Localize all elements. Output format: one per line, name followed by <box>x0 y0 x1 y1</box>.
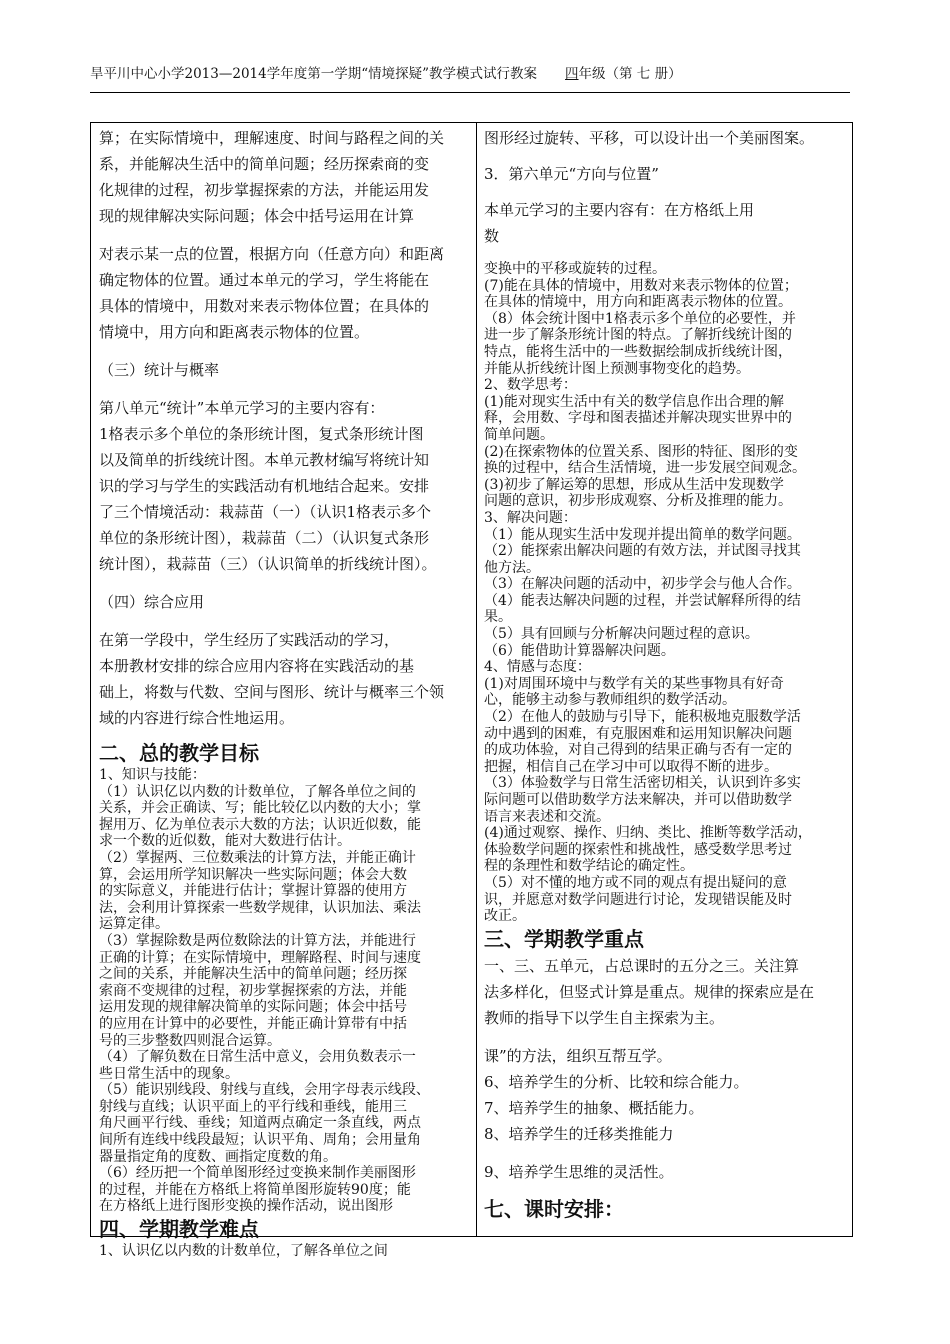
text-line: （6）经历把一个简单图形经过变换来制作美丽图形 <box>99 1165 416 1182</box>
text-line: （1）认识亿以内数的计数单位，了解各单位之间的 <box>99 783 416 800</box>
text-line: 1、知识与技能： <box>99 767 206 783</box>
text-line: （8）体会统计图中1格表示多个单位的必要性，并 <box>484 310 796 327</box>
text-line: 法，会利用计算探索一些数学规律，认识加法、乘法 <box>99 899 421 916</box>
text-line: 算，会运用所学知识解决一些实际问题；体会大数 <box>99 866 407 883</box>
text-line: 数 <box>484 227 500 245</box>
text-line: 之间的关系，并能解决生活中的简单问题；经历探 <box>99 966 407 983</box>
text-line: 的应用在计算中的必要性，并能正确计算带有中括 <box>99 1015 407 1032</box>
text-line: 域的内容进行综合性地运用。 <box>99 709 295 727</box>
text-line: 一、三、五单元，占总课时的五分之三。关注算 <box>484 956 800 975</box>
text-line: 角尺画平行线、垂线；知道两点确定一条直线，两点 <box>99 1115 421 1132</box>
text-line: 简单问题。 <box>484 426 554 443</box>
text-line: 号的三步整数四则混合运算。 <box>99 1032 281 1049</box>
text-line: 心，能够主动参与教师组织的数学活动。 <box>484 692 736 709</box>
text-line: 系，并能解决生活中的简单问题；经历探索商的变 <box>99 155 430 173</box>
teaching-goals-list <box>99 767 469 1215</box>
text-line: 他方法。 <box>484 559 540 576</box>
text-line: 体验数学问题的探索性和挑战性，感受数学思考过 <box>484 841 792 858</box>
heading-key-points: 三、学期教学重点 <box>484 926 644 951</box>
text-line: 2、数学思考： <box>484 377 577 394</box>
text-line: 8、培养学生的迁移类推能力 <box>484 1124 674 1143</box>
text-line: （1）能从现实生活中发现并提出简单的数学问题。 <box>484 526 801 543</box>
text-line: 的成功体验，对自己得到的结果正确与否有一定的 <box>484 742 792 759</box>
text-line: 1格表示多个单位的条形统计图，复式条形统计图 <box>99 425 424 443</box>
unit6-heading: 3．第六单元“方向与位置” <box>484 165 659 183</box>
text-line: （2）掌握两、三位数乘法的计算方法，并能正确计 <box>99 849 416 866</box>
text-line: 问题的意识，初步形成观察、分析及推理的能力。 <box>484 493 792 510</box>
text-line: 关系，并会正确读、写；能比较亿以内数的大小；掌 <box>99 800 421 817</box>
text-line: （2）在他人的鼓励与引导下，能积极地克服数学活 <box>484 709 801 726</box>
text-line: 语言来表述和交流。 <box>484 808 610 825</box>
left-column <box>99 123 469 1260</box>
text-line: 在第一学段中，学生经历了实践活动的学习， <box>99 631 400 649</box>
text-line: 间所有连线中线段最短；认识平角、周角；会用量角 <box>99 1132 421 1149</box>
lesson-plan-table <box>90 122 853 1260</box>
text-line: 在方格纸上进行图形变换的操作活动，说出图形 <box>99 1198 393 1215</box>
text-line: 法多样化，但竖式计算是重点。规律的探索应是在 <box>484 982 815 1001</box>
key-points-para <box>484 953 846 1031</box>
left-para-3 <box>99 395 469 577</box>
text-line: 以及简单的折线统计图。本单元教材编写将统计知 <box>99 451 430 469</box>
text-line: （3）掌握除数是两位数除法的计算方法，并能进行 <box>99 932 416 949</box>
text-line: 现的规律解决实际问题；体会中括号运用在计算 <box>99 207 415 225</box>
text-line: 7、培养学生的抽象、概括能力。 <box>484 1098 704 1117</box>
text-line: （4）了解负数在日常生活中意义，会用负数表示一 <box>99 1049 416 1066</box>
text-line: 程的条理性和数学结论的确定性。 <box>484 858 694 875</box>
text-line: 索商不变规律的过程，初步掌握探索的方法，并能 <box>99 982 407 999</box>
left-para-2 <box>99 241 469 345</box>
text-line: 算；在实际情境中，理解速度、时间与路程之间的关 <box>99 129 445 147</box>
text-line: 的实际意义，并能进行估计；掌握计算器的使用方 <box>99 883 407 900</box>
text-line: （5）能识别线段、射线与直线，会用字母表示线段、 <box>99 1082 430 1099</box>
text-line: 的过程，并能在方格纸上将简单图形旋转90度；能 <box>99 1181 411 1198</box>
text-line: 本册教材安排的综合应用内容将在实践活动的基 <box>99 657 415 675</box>
text-line: 特点，能将生活中的一些数据绘制成折线统计图， <box>484 343 792 360</box>
text-line: 础上，将数与代数、空间与图形、统计与概率三个领 <box>99 683 445 701</box>
text-line: 运用发现的规律解决简单的实际问题；体会中括号 <box>99 999 407 1016</box>
text-line: (1)对周围环境中与数学有关的某些事物具有好奇 <box>484 675 784 692</box>
text-line: 在具体的情境中，用方向和距离表示物体的位置。 <box>484 294 792 311</box>
text-line: 统计图），栽蒜苗（三）（认识简单的折线统计图）。 <box>99 555 437 573</box>
text-line: 求一个数的近似数，能对大数进行估计。 <box>99 833 351 850</box>
right-goals-list <box>484 261 846 925</box>
abilities-list <box>484 1043 846 1147</box>
text-line: (1)能对现实生活中有关的数学信息作出合理的解 <box>484 393 784 410</box>
text-line: (2)在探索物体的位置关系、图形的特征、图形的变 <box>484 443 798 460</box>
text-line: 教师的指导下以学生自主探索为主。 <box>484 1008 725 1027</box>
text-line: 第八单元“统计”本单元学习的主要内容有： <box>99 399 385 417</box>
left-para-1 <box>99 123 469 229</box>
text-line: (7)能在具体的情境中，用数对来表示物体的位置； <box>484 277 798 294</box>
text-line: 把握，相信自己在学习中可以取得不断的进步。 <box>484 758 778 775</box>
left-para-4 <box>99 627 469 731</box>
text-line: 单位的条形统计图），栽蒜苗（二）（认识复式条形 <box>99 529 430 547</box>
text-line: 正确的计算；在实际情境中，理解路程、时间与速度 <box>99 949 421 966</box>
section-heading-application: （四）综合应用 <box>99 593 205 611</box>
text-line: 了三个情境活动：栽蒜苗（一）（认识1格表示多个 <box>99 503 432 521</box>
text-line: 4、情感与态度： <box>484 659 591 676</box>
right-column <box>484 123 846 1235</box>
text-line: 1、认识亿以内数的计数单位，了解各单位之间 <box>99 1243 388 1260</box>
text-line: （5）对不懂的地方或不同的观点有提出疑问的意 <box>484 874 787 891</box>
text-line: 9、培养学生思维的灵活性。 <box>484 1162 674 1181</box>
text-line: （3）在解决问题的活动中，初步学会与他人合作。 <box>484 576 801 593</box>
text-line: （4）能表达解决问题的过程，并尝试解释所得的结 <box>484 592 801 609</box>
header-title: 旱平川中心小学2013—2014学年度第一学期“情境探疑”教学模式试行教案 <box>90 66 538 82</box>
text-line: （5）具有回顾与分析解决问题过程的意识。 <box>484 626 759 643</box>
heading-difficulties: 四、学期教学难点 <box>99 1217 259 1242</box>
text-line: 并能从折线统计图上预测事物变化的趋势。 <box>484 360 750 377</box>
text-line: （6）能借助计算器解决问题。 <box>484 642 675 659</box>
text-line: （3）体验数学与日常生活密切相关，认识到许多实 <box>484 775 801 792</box>
text-line: 课”的方法，组织互帮互学。 <box>484 1046 672 1065</box>
text-line: 识的学习与学生的实践活动有机地结合起来。安排 <box>99 477 430 495</box>
text-line: 器量指定角的度数、画指定度数的角。 <box>99 1148 337 1165</box>
text-line: （2）能探索出解决问题的有效方法，并试图寻找其 <box>484 543 801 560</box>
text-line: 图形经过旋转、平移，可以设计出一个美丽图案。 <box>484 129 815 147</box>
section-heading-statistics: （三）统计与概率 <box>99 361 220 379</box>
text-line: 释，会用数、字母和图表描述并解决现实世界中的 <box>484 410 792 427</box>
text-line: (3)初步了解运筹的思想，形成从生活中发现数学 <box>484 476 784 493</box>
column-divider <box>476 123 477 1236</box>
text-line: 变换中的平移或旋转的过程。 <box>484 261 666 277</box>
text-line: 握用万、亿为单位表示大数的方法；认识近似数，能 <box>99 816 421 833</box>
text-line: 动中遇到的困难，有克服困难和运用知识解决问题 <box>484 725 792 742</box>
text-line: 具体的情境中，用数对来表示物体位置；在具体的 <box>99 297 430 315</box>
header-grade-suffix: 年级（第 七 册） <box>578 66 682 82</box>
text-line: 本单元学习的主要内容有：在方格纸上用 <box>484 201 755 219</box>
heading-teaching-goals: 二、总的教学目标 <box>99 741 259 765</box>
header-rule <box>90 92 850 93</box>
text-line: 换的过程中，结合生活情境，进一步发展空间观念。 <box>484 460 806 477</box>
page-header <box>90 62 850 92</box>
text-line: 些日常生活中的现象。 <box>99 1065 239 1082</box>
text-line: 运算定律。 <box>99 916 169 933</box>
text-line: 际问题可以借助数学方法来解决，并可以借助数学 <box>484 792 792 808</box>
text-line: 射线与直线；认识平面上的平行线和垂线，能用三 <box>99 1098 407 1115</box>
text-line: 6、培养学生的分析、比较和综合能力。 <box>484 1072 749 1091</box>
unit6-body <box>484 197 846 249</box>
text-line: (4)通过观察、操作、归纳、类比、推断等数学活动， <box>484 825 812 842</box>
text-line: 改正。 <box>484 908 526 925</box>
text-line: 化规律的过程，初步掌握探索的方法，并能运用发 <box>99 181 430 199</box>
heading-class-schedule: 七、课时安排： <box>484 1196 624 1221</box>
text-line: 情境中，用方向和距离表示物体的位置。 <box>99 323 370 341</box>
text-line: 确定物体的位置。通过本单元的学习，学生将能在 <box>99 271 430 289</box>
text-line: 果。 <box>484 609 512 626</box>
text-line: 对表示某一点的位置，根据方向（任意方向）和距离 <box>99 245 445 263</box>
text-line: 识，并愿意对数学问题进行讨论，发现错误能及时 <box>484 891 792 908</box>
text-line: 3、解决问题： <box>484 509 577 526</box>
text-line: 进一步了解条形统计图的特点。了解折线统计图的 <box>484 327 792 344</box>
header-grade: 四 <box>565 66 579 82</box>
